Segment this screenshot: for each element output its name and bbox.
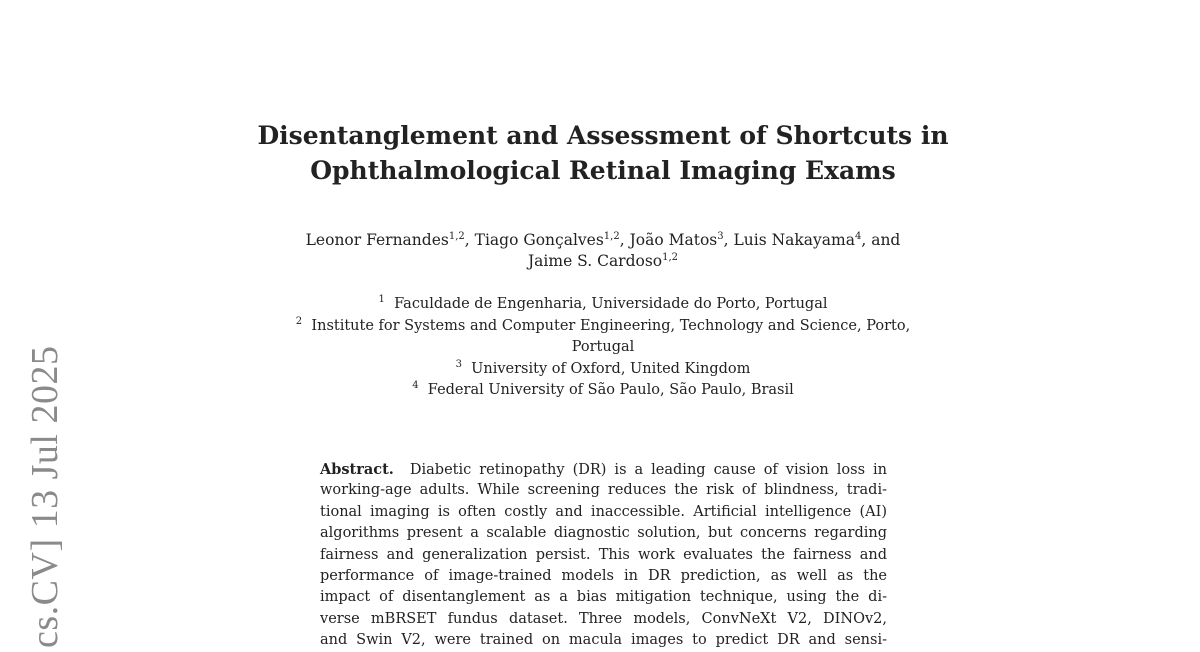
abstract-text: Diabetic retinopathy (DR) is a leading cause of vision loss in bbox=[409, 462, 888, 478]
author-name: Leonor Fernandes bbox=[305, 231, 449, 249]
abstract-line: performance of image-trained models in DR prediction, as well as the bbox=[320, 567, 887, 584]
author-line-1 bbox=[250, 230, 956, 251]
arxiv-identifier-stamp: cs.CV] 13 Jul 2025 bbox=[24, 345, 66, 648]
title-line-2: Ophthalmological Retinal Imaging Exams bbox=[310, 156, 896, 185]
author-name: Tiago Gonçalves bbox=[474, 231, 604, 249]
author-name: João Matos bbox=[629, 231, 718, 249]
paper-title bbox=[250, 118, 956, 188]
abstract-label: Abstract. bbox=[320, 461, 394, 478]
abstract bbox=[320, 459, 887, 652]
abstract-line: impact of disentanglement as a bias mitigation technique, using the di- bbox=[320, 589, 887, 606]
affiliation-text: Federal University of São Paulo, São Paulo, Brasil bbox=[427, 382, 794, 398]
author-separator: , and bbox=[861, 231, 901, 249]
affiliation-item bbox=[250, 380, 956, 402]
author-affiliation-mark: 1,2 bbox=[662, 252, 679, 263]
author-affiliation-mark: 3 bbox=[717, 231, 724, 242]
abstract-line: verse mBRSET fundus dataset. Three models, ConvNeXt V2, DINOv2, bbox=[320, 610, 887, 627]
abstract-line: tional imaging is often costly and inaccessible. Artificial intelligence (AI) bbox=[320, 503, 887, 520]
affiliation-text: Institute for Systems and Computer Engineering, Technology and Science, Porto, bbox=[311, 317, 911, 334]
author-affiliation-mark: 1,2 bbox=[603, 231, 620, 242]
author-affiliation-mark: 1,2 bbox=[448, 231, 465, 242]
author-affiliation-mark: 4 bbox=[854, 231, 862, 242]
author-separator: , bbox=[464, 231, 475, 249]
abstract-line: and Swin V2, were trained on macula images to predict DR and sensi- bbox=[320, 632, 887, 649]
affiliation-item bbox=[250, 316, 956, 338]
abstract-line: algorithms present a scalable diagnostic solution, but concerns regarding bbox=[320, 525, 887, 542]
abstract-line: working-age adults. While screening reduces the risk of blindness, tradi- bbox=[320, 482, 887, 499]
author-name: Jaime S. Cardoso bbox=[527, 252, 663, 270]
affiliation-number: 4 bbox=[412, 380, 419, 391]
author-name: Luis Nakayama bbox=[733, 231, 855, 249]
affiliation-list bbox=[250, 294, 956, 402]
author-list bbox=[250, 230, 956, 272]
affiliation-item bbox=[250, 359, 956, 381]
title-line-1: Disentanglement and Assessment of Shortcuts in bbox=[257, 121, 949, 150]
abstract-line bbox=[320, 459, 887, 480]
abstract-line: fairness and generalization persist. This work evaluates the fairness and bbox=[320, 546, 887, 563]
affiliation-number: 1 bbox=[378, 294, 385, 305]
affiliation-item bbox=[250, 294, 956, 316]
author-separator: , bbox=[619, 231, 630, 249]
affiliation-text: Faculdade de Engenharia, Universidade do Porto, Portugal bbox=[394, 296, 828, 312]
author-line-2 bbox=[250, 251, 956, 272]
affiliation-text: University of Oxford, United Kingdom bbox=[471, 360, 751, 377]
affiliation-number: 2 bbox=[295, 315, 303, 327]
affiliation-continuation: Portugal bbox=[571, 339, 635, 355]
affiliation-number: 3 bbox=[455, 358, 462, 370]
author-separator: , bbox=[723, 231, 734, 249]
